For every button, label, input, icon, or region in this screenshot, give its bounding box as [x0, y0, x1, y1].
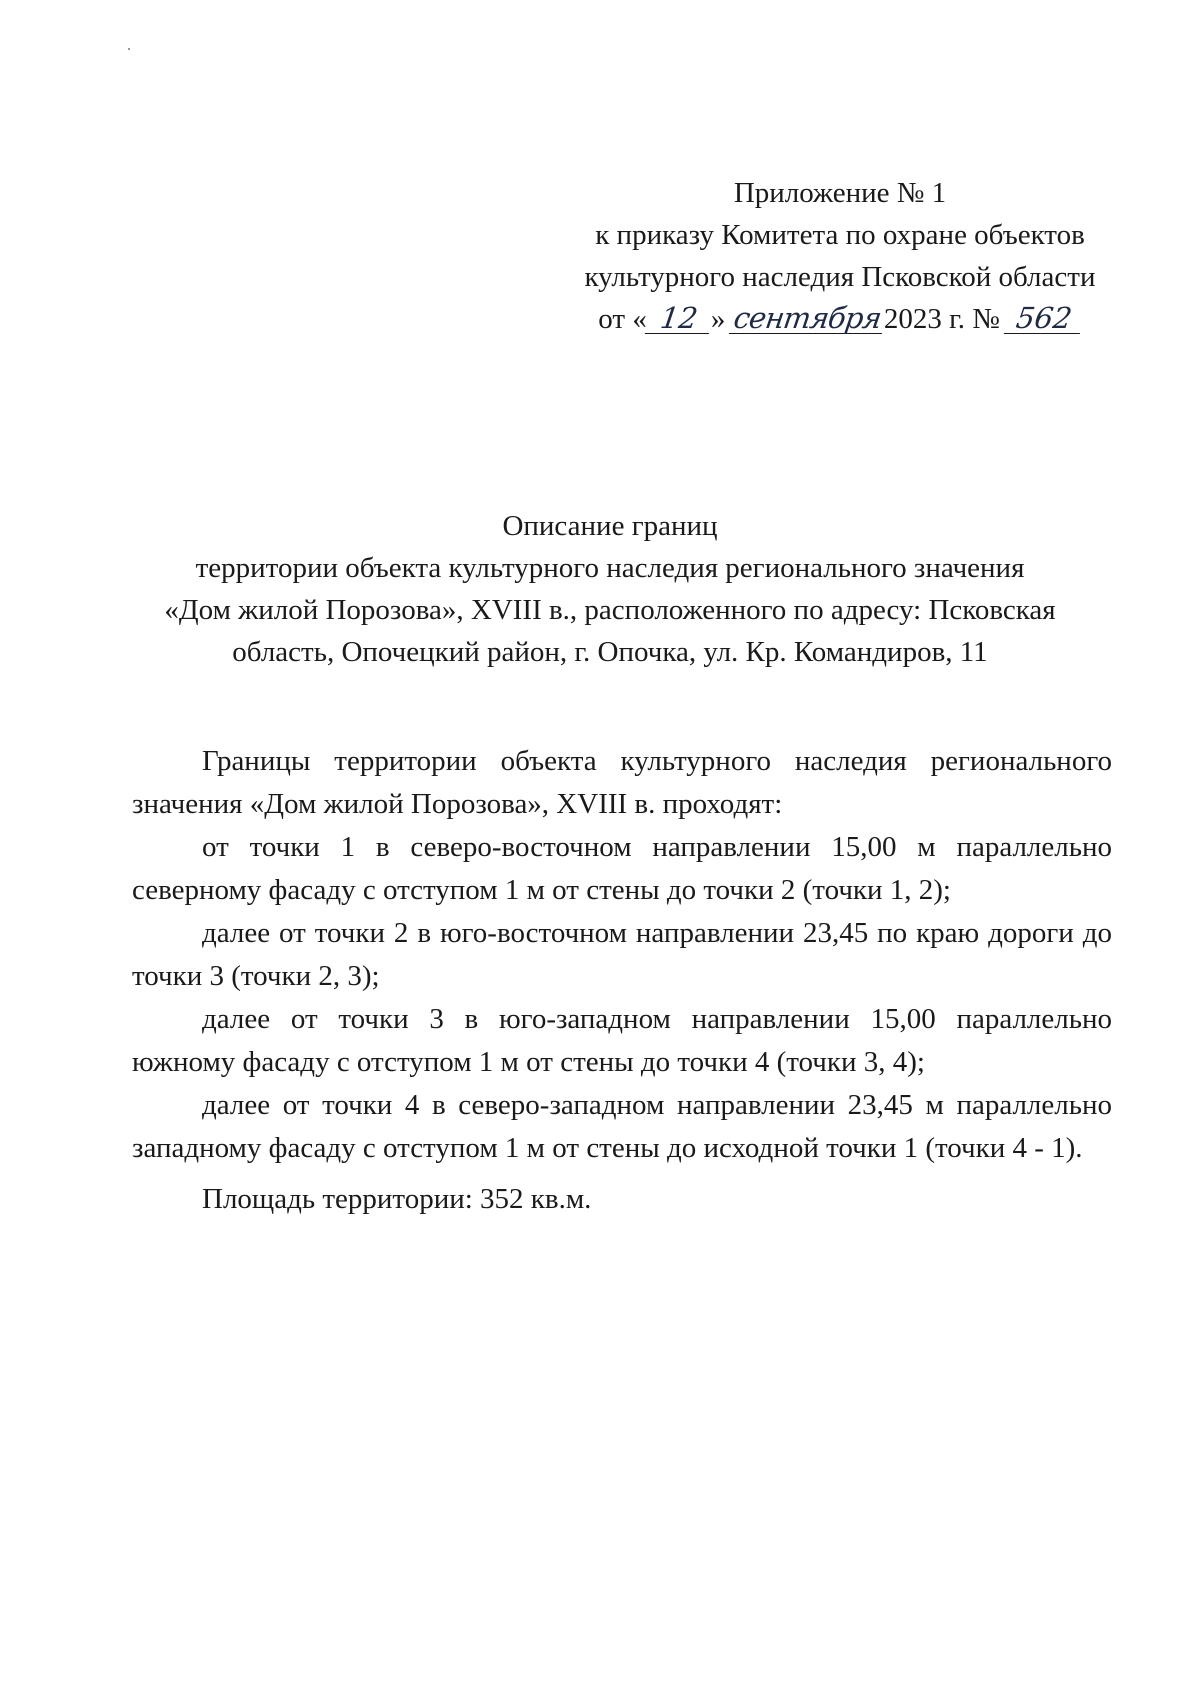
appendix-date-line — [560, 298, 1120, 340]
document-title — [120, 505, 1100, 673]
title-line-1: Описание границ — [502, 510, 718, 542]
body-intro-paragraph: Границы территории объекта культурного наследия регионального значения «Дом жилой Порозова», XVIII в. проходят: — [132, 745, 1112, 820]
appendix-committee: культурного наследия Псковской области — [584, 261, 1096, 293]
title-line-4: область, Опочецкий район, г. Опочка, ул. Кр. Командиров, 11 — [232, 636, 988, 668]
boundary-segment-2: далее от точки 2 в юго-восточном направлении 23,45 по краю дороги до точки 3 (точки 2, 3); — [132, 917, 1112, 992]
boundary-segment-3: далее от точки 3 в юго-западном направлении 15,00 параллельно южному фасаду с отступом 1 м от стены до точки 4 (точки 3, 4); — [132, 1003, 1112, 1078]
document-body — [132, 740, 1112, 1221]
order-number-handwritten: 562 — [1004, 303, 1084, 334]
date-prefix: от « — [598, 303, 647, 335]
boundary-segment-4: далее от точки 4 в северо-западном направлении 23,45 м параллельно западному фасаду с отступом 1 м от стены до исходной точки 1 (точки 4 - 1). — [132, 1089, 1112, 1164]
date-day-handwritten: 12 — [645, 303, 713, 334]
scan-speck — [128, 48, 130, 50]
date-quote-close: » — [710, 303, 726, 335]
boundary-segment-1: от точки 1 в северо-восточном направлении 15,00 м параллельно северному фасаду с отступом 1 м от стены до точки 2 (точки 1, 2); — [132, 831, 1112, 906]
appendix-order-reference: к приказу Комитета по охране объектов — [595, 219, 1085, 251]
appendix-header — [560, 172, 1120, 340]
date-year-suffix: 2023 г. № — [883, 303, 1000, 335]
title-line-3: «Дом жилой Порозова», XVIII в., расположенного по адресу: Псковская — [164, 594, 1056, 626]
title-line-2: территории объекта культурного наследия регионального значения — [195, 552, 1025, 584]
territory-area: Площадь территории: 352 кв.м. — [202, 1183, 592, 1215]
date-month-handwritten: сентября — [729, 303, 886, 334]
appendix-number: Приложение № 1 — [733, 177, 947, 209]
